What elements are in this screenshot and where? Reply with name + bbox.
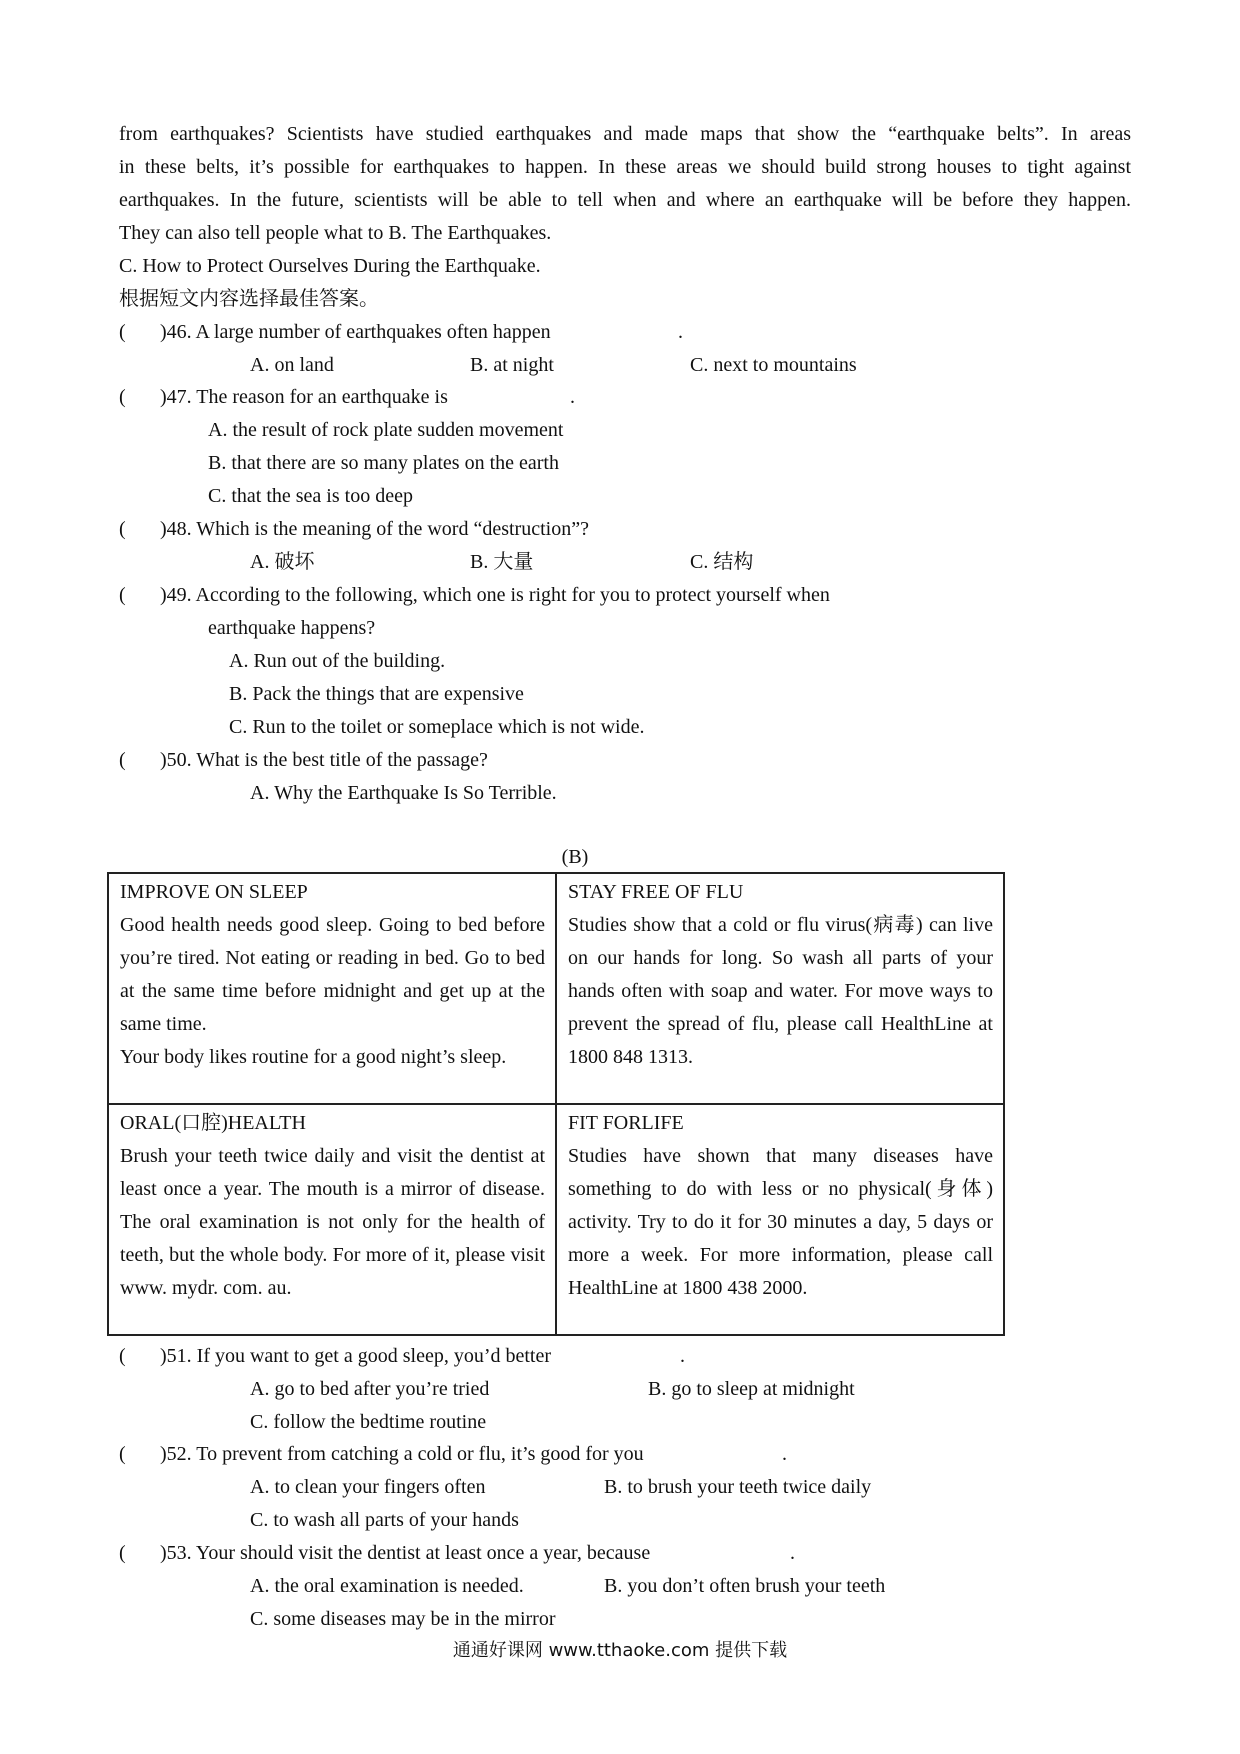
cell-title: FIT FORLIFE — [568, 1112, 684, 1134]
option-c[interactable]: C. next to mountains — [690, 354, 857, 376]
option-b[interactable]: B. 大量 — [470, 551, 534, 573]
question-text: )47. The reason for an earthquake is — [160, 386, 448, 408]
answer-paren[interactable]: ( — [119, 386, 126, 408]
option-c[interactable]: C. 结构 — [690, 551, 754, 573]
option-b[interactable]: B. you don’t often brush your teeth — [604, 1575, 886, 1597]
option-a[interactable]: A. 破坏 — [250, 551, 315, 573]
passage-line-3: earthquakes. In the future, scientists will be able to tell when and where an earthquake will be before they happen. — [119, 189, 1131, 211]
question-text: )51. If you want to get a good sleep, you’d better — [160, 1345, 552, 1367]
question-text-continued: earthquake happens? — [208, 617, 376, 639]
answer-paren[interactable]: ( — [119, 518, 126, 540]
health-info-table — [107, 872, 1005, 1336]
question-text: )48. Which is the meaning of the word “destruction”? — [160, 518, 589, 540]
option-a[interactable]: A. Why the Earthquake Is So Terrible. — [250, 782, 557, 804]
table-cell-sleep — [108, 873, 556, 1104]
cell-body: Studies have shown that many diseases have something to do with less or no physical(身体) activity. Try to do it for 30 minutes a day, 5 days or more a week. For more information, please call HealthLine at 1800 438 2000. — [568, 1145, 993, 1299]
answer-paren[interactable]: ( — [119, 1345, 126, 1367]
option-b[interactable]: B. that there are so many plates on the earth — [208, 452, 559, 474]
cell-title: STAY FREE OF FLU — [568, 881, 744, 903]
table-cell-fit — [556, 1104, 1004, 1335]
option-a[interactable]: A. Run out of the building. — [229, 650, 446, 672]
cell-title: IMPROVE ON SLEEP — [120, 881, 308, 903]
option-c[interactable]: C. follow the bedtime routine — [250, 1411, 487, 1433]
answer-paren[interactable]: ( — [119, 321, 126, 343]
question-text: )53. Your should visit the dentist at least once a year, because — [160, 1542, 651, 1564]
answer-paren[interactable]: ( — [119, 749, 126, 771]
option-a[interactable]: A. go to bed after you’re tried — [250, 1378, 490, 1400]
passage-line-2: in these belts, it’s possible for earthquakes to happen. In these areas we should build strong houses to tight against — [119, 156, 1131, 178]
passage-line-5: C. How to Protect Ourselves During the Earthquake. — [119, 255, 541, 277]
passage-line-4: They can also tell people what to B. The Earthquakes. — [119, 222, 552, 244]
option-a[interactable]: A. on land — [250, 354, 334, 376]
option-c[interactable]: C. to wash all parts of your hands — [250, 1509, 519, 1531]
option-c[interactable]: C. that the sea is too deep — [208, 485, 413, 507]
page-footer: 通通好课网 www.tthaoke.com 提供下载 — [452, 1640, 788, 1661]
table-cell-flu — [556, 873, 1004, 1104]
question-end: . — [678, 321, 683, 343]
option-a[interactable]: A. to clean your fingers often — [250, 1476, 486, 1498]
answer-paren[interactable]: ( — [119, 584, 126, 606]
question-end: . — [570, 386, 575, 408]
section-b-label: (B) — [561, 846, 589, 868]
option-b[interactable]: B. at night — [470, 354, 554, 376]
cell-title: ORAL(口腔)HEALTH — [120, 1112, 306, 1134]
option-b[interactable]: B. go to sleep at midnight — [648, 1378, 855, 1400]
question-end: . — [790, 1542, 795, 1564]
option-c[interactable]: C. Run to the toilet or someplace which is not wide. — [229, 716, 645, 738]
cell-body: Studies show that a cold or flu virus(病毒) can live on our hands for long. So wash all parts of your hands often with soap and water. For move ways to prevent the spread of flu, please call HealthLine at 1800 848 1313. — [568, 914, 993, 1068]
cell-body: Brush your teeth twice daily and visit the dentist at least once a year. The mouth is a mirror of disease. The oral examination is not only for the health of teeth, but the whole body. For more of it, please visit www. mydr. com. au. — [120, 1145, 545, 1299]
option-c[interactable]: C. some diseases may be in the mirror — [250, 1608, 556, 1630]
instruction-text: 根据短文内容选择最佳答案。 — [119, 288, 379, 310]
passage-line-1: from earthquakes? Scientists have studied earthquakes and made maps that show the “earthquake belts”. In areas — [119, 123, 1131, 145]
answer-paren[interactable]: ( — [119, 1443, 126, 1465]
question-text: )49. According to the following, which one is right for you to protect yourself when — [160, 584, 830, 606]
option-a[interactable]: A. the result of rock plate sudden movement — [208, 419, 564, 441]
question-text: )50. What is the best title of the passage? — [160, 749, 488, 771]
cell-body-2: Your body likes routine for a good night’s sleep. — [120, 1046, 507, 1068]
cell-body: Good health needs good sleep. Going to bed before you’re tired. Not eating or reading in bed. Go to bed at the same time before midnight and get up at the same time. — [120, 914, 545, 1035]
option-b[interactable]: B. to brush your teeth twice daily — [604, 1476, 872, 1498]
answer-paren[interactable]: ( — [119, 1542, 126, 1564]
question-end: . — [680, 1345, 685, 1367]
question-text: )46. A large number of earthquakes often happen — [160, 321, 551, 343]
table-cell-oral — [108, 1104, 556, 1335]
option-b[interactable]: B. Pack the things that are expensive — [229, 683, 524, 705]
question-text: )52. To prevent from catching a cold or flu, it’s good for you — [160, 1443, 644, 1465]
option-a[interactable]: A. the oral examination is needed. — [250, 1575, 524, 1597]
question-end: . — [782, 1443, 787, 1465]
